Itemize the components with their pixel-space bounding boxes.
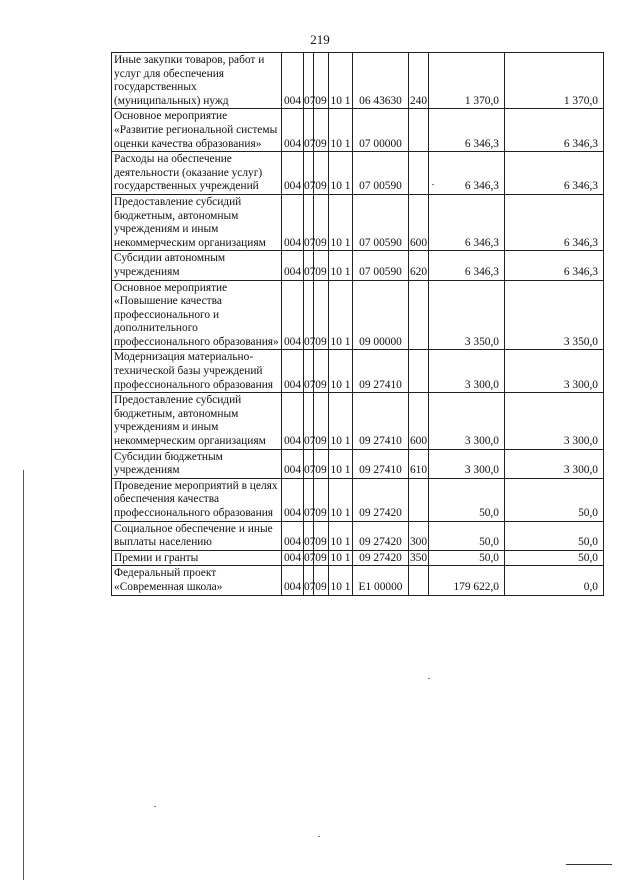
program-code: 10 1 [329,449,353,478]
subsection-code: 09 [314,550,329,566]
section-code: 07 [304,53,314,109]
program-code: 10 1 [329,194,353,250]
row-name: Предоставление субсидий бюджетным, автономным учреждениям и иным некоммерческим организациям [112,194,282,250]
table-row [112,393,604,449]
amount-year-2: 6 346,3 [505,194,604,250]
article-code: 06 43630 [353,53,409,109]
article-code: 09 27420 [353,521,409,550]
amount-year-1: 6 346,3 [429,251,505,280]
ministry-code: 004 [282,350,304,393]
expense-type-code [409,109,429,152]
table-row [112,109,604,152]
table-row [112,521,604,550]
table-row [112,566,604,595]
amount-year-2: 6 346,3 [505,152,604,195]
section-code: 07 [304,280,314,350]
expense-type-code [409,280,429,350]
program-code: 10 1 [329,350,353,393]
section-code: 07 [304,194,314,250]
subsection-code: 09 [314,53,329,109]
subsection-code: 09 [314,393,329,449]
expense-type-code [409,478,429,521]
article-code: 07 00590 [353,152,409,195]
program-code: 10 1 [329,53,353,109]
table-row [112,550,604,566]
expense-type-code: 240 [409,53,429,109]
section-code: 07 [304,550,314,566]
amount-year-1: 3 300,0 [429,393,505,449]
amount-year-2: 50,0 [505,478,604,521]
expense-type-code: 350 [409,550,429,566]
row-name: Субсидии бюджетным учреждениям [112,449,282,478]
subsection-code: 09 [314,152,329,195]
scan-speck [432,184,434,185]
row-name: Расходы на обеспечение деятельности (оказание услуг) государственных учреждений [112,152,282,195]
amount-year-2: 1 370,0 [505,53,604,109]
amount-year-1: 1 370,0 [429,53,505,109]
subsection-code: 09 [314,478,329,521]
amount-year-1: 50,0 [429,521,505,550]
subsection-code: 09 [314,194,329,250]
section-code: 07 [304,449,314,478]
article-code: E1 00000 [353,566,409,595]
article-code: 09 27420 [353,478,409,521]
amount-year-1: 6 346,3 [429,194,505,250]
amount-year-1: 3 350,0 [429,280,505,350]
subsection-code: 09 [314,449,329,478]
ministry-code: 004 [282,521,304,550]
expense-type-code: 600 [409,194,429,250]
page-number: 219 [310,32,330,47]
table-row [112,449,604,478]
amount-year-2: 50,0 [505,550,604,566]
amount-year-2: 0,0 [505,566,604,595]
scan-margin-line [23,470,24,880]
article-code: 09 27410 [353,393,409,449]
row-name: Премии и гранты [112,550,282,566]
amount-year-1: 6 346,3 [429,109,505,152]
row-name: Предоставление субсидий бюджетным, автономным учреждениям и иным некоммерческим организациям [112,393,282,449]
program-code: 10 1 [329,521,353,550]
article-code: 09 00000 [353,280,409,350]
program-code: 10 1 [329,152,353,195]
section-code: 07 [304,393,314,449]
scan-speck [428,678,430,679]
amount-year-1: 50,0 [429,550,505,566]
row-name: Субсидии автономным учреждениям [112,251,282,280]
table-row [112,152,604,195]
scan-speck [318,836,320,837]
row-name: Федеральный проект «Современная школа» [112,566,282,595]
expense-type-code [409,152,429,195]
section-code: 07 [304,478,314,521]
subsection-code: 09 [314,521,329,550]
subsection-code: 09 [314,109,329,152]
section-code: 07 [304,350,314,393]
scan-corner-line [566,864,612,865]
ministry-code: 004 [282,152,304,195]
ministry-code: 004 [282,566,304,595]
article-code: 07 00590 [353,194,409,250]
ministry-code: 004 [282,109,304,152]
row-name: Социальное обеспечение и иные выплаты населению [112,521,282,550]
ministry-code: 004 [282,53,304,109]
amount-year-1: 3 300,0 [429,350,505,393]
budget-table [111,52,604,596]
table-row [112,194,604,250]
ministry-code: 004 [282,194,304,250]
amount-year-2: 6 346,3 [505,109,604,152]
amount-year-2: 3 350,0 [505,280,604,350]
section-code: 07 [304,566,314,595]
article-code: 07 00000 [353,109,409,152]
subsection-code: 09 [314,251,329,280]
amount-year-2: 3 300,0 [505,393,604,449]
program-code: 10 1 [329,550,353,566]
amount-year-2: 6 346,3 [505,251,604,280]
amount-year-2: 3 300,0 [505,449,604,478]
row-name: Основное мероприятие «Повышение качества профессионального и дополнительного профессионального образования» [112,280,282,350]
row-name: Иные закупки товаров, работ и услуг для обеспечения государственных (муниципальных) нужд [112,53,282,109]
row-name: Проведение мероприятий в целях обеспечения качества профессионального образования [112,478,282,521]
subsection-code: 09 [314,566,329,595]
section-code: 07 [304,152,314,195]
program-code: 10 1 [329,393,353,449]
row-name: Основное мероприятие «Развитие региональной системы оценки качества образования» [112,109,282,152]
expense-type-code [409,350,429,393]
ministry-code: 004 [282,251,304,280]
ministry-code: 004 [282,280,304,350]
table-row [112,53,604,109]
ministry-code: 004 [282,449,304,478]
table-row [112,350,604,393]
amount-year-2: 50,0 [505,521,604,550]
ministry-code: 004 [282,393,304,449]
program-code: 10 1 [329,251,353,280]
table-row [112,478,604,521]
row-name: Модернизация материально-технической базы учреждений профессионального образования [112,350,282,393]
ministry-code: 004 [282,550,304,566]
expense-type-code: 300 [409,521,429,550]
amount-year-2: 3 300,0 [505,350,604,393]
section-code: 07 [304,251,314,280]
program-code: 10 1 [329,478,353,521]
article-code: 09 27410 [353,350,409,393]
article-code: 09 27420 [353,550,409,566]
ministry-code: 004 [282,478,304,521]
amount-year-1: 3 300,0 [429,449,505,478]
scan-speck [154,806,156,807]
table-row [112,280,604,350]
program-code: 10 1 [329,280,353,350]
subsection-code: 09 [314,350,329,393]
expense-type-code: 620 [409,251,429,280]
amount-year-1: 179 622,0 [429,566,505,595]
expense-type-code [409,566,429,595]
subsection-code: 09 [314,280,329,350]
article-code: 07 00590 [353,251,409,280]
section-code: 07 [304,109,314,152]
table-body [112,53,604,596]
amount-year-1: 6 346,3 [429,152,505,195]
section-code: 07 [304,521,314,550]
expense-type-code: 610 [409,449,429,478]
program-code: 10 1 [329,566,353,595]
amount-year-1: 50,0 [429,478,505,521]
article-code: 09 27410 [353,449,409,478]
table-row [112,251,604,280]
program-code: 10 1 [329,109,353,152]
expense-type-code: 600 [409,393,429,449]
